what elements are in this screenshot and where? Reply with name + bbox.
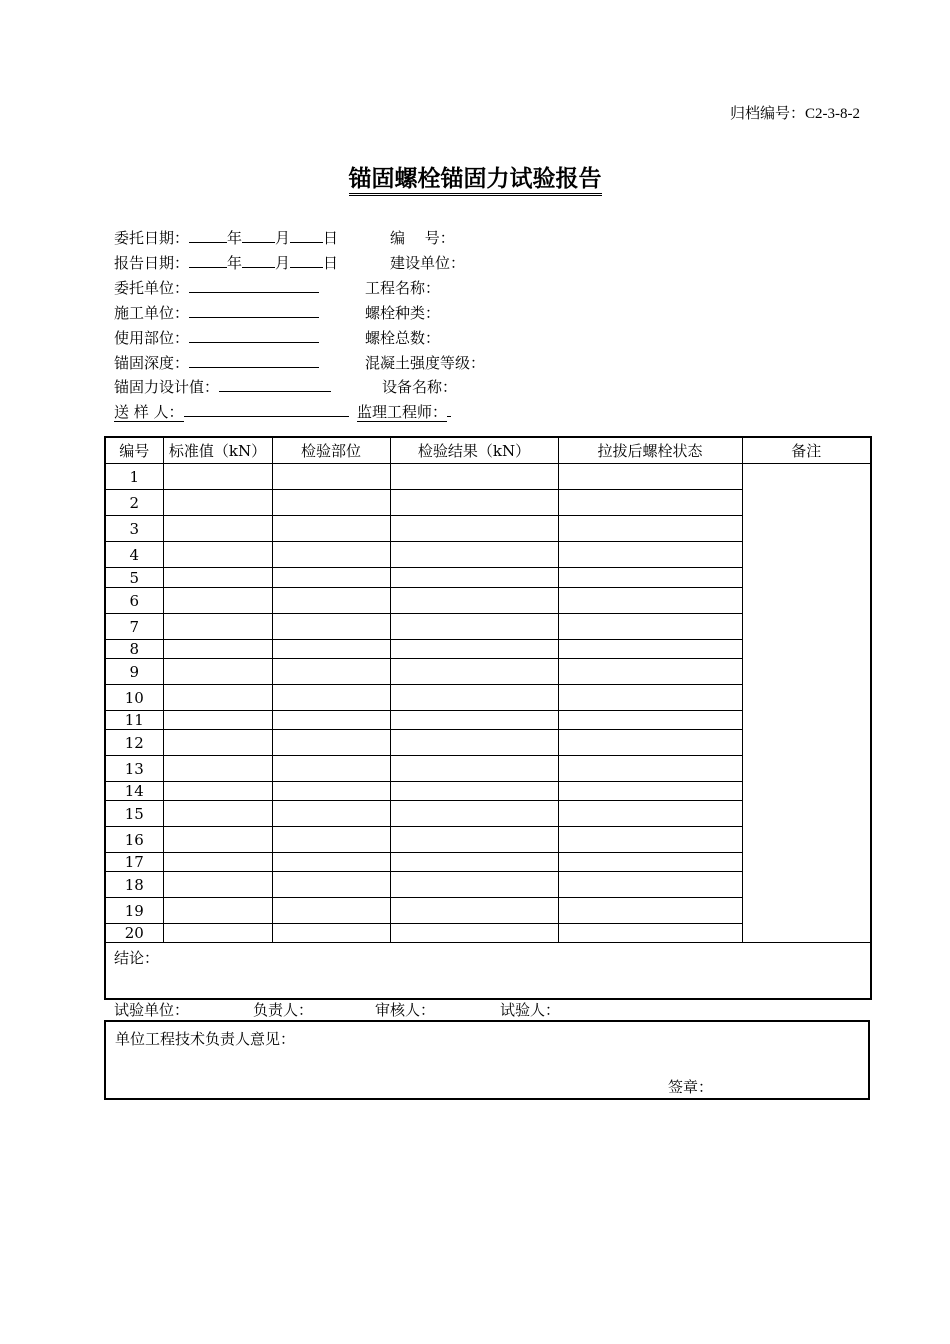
tester-label: 试验人： — [500, 1001, 561, 1019]
row-number: 2 — [105, 490, 163, 516]
test-location-cell[interactable] — [272, 614, 390, 640]
supervisor-field: 监理工程师： — [357, 401, 451, 422]
test-result-cell[interactable] — [390, 853, 558, 872]
test-location-cell[interactable] — [272, 490, 390, 516]
use-location-field: 使用部位： — [114, 327, 319, 348]
row-number: 1 — [105, 464, 163, 490]
bolt-state-cell[interactable] — [558, 782, 742, 801]
test-result-cell[interactable] — [390, 542, 558, 568]
test-result-cell[interactable] — [390, 659, 558, 685]
bolt-type-field: 螺栓种类： — [365, 304, 441, 322]
conclusion-cell[interactable]: 结论： — [105, 943, 871, 1000]
row-number: 18 — [105, 872, 163, 898]
standard-value-cell[interactable] — [163, 898, 272, 924]
test-result-cell[interactable] — [390, 756, 558, 782]
standard-value-cell[interactable] — [163, 516, 272, 542]
test-result-cell[interactable] — [390, 730, 558, 756]
standard-value-cell[interactable] — [163, 640, 272, 659]
standard-value-cell[interactable] — [163, 464, 272, 490]
test-location-cell[interactable] — [272, 872, 390, 898]
row-number: 12 — [105, 730, 163, 756]
anchor-depth-blank[interactable] — [189, 352, 319, 368]
bolt-state-cell[interactable] — [558, 614, 742, 640]
test-result-cell[interactable] — [390, 801, 558, 827]
bolt-state-cell[interactable] — [558, 924, 742, 943]
person-in-charge-label: 负责人： — [253, 1001, 314, 1019]
standard-value-cell[interactable] — [163, 659, 272, 685]
test-result-cell[interactable] — [390, 924, 558, 943]
page-title: 锚固螺栓锚固力试验报告 — [0, 160, 950, 193]
bolt-state-cell[interactable] — [558, 685, 742, 711]
standard-value-cell[interactable] — [163, 853, 272, 872]
bolt-state-cell[interactable] — [558, 516, 742, 542]
bolt-state-cell[interactable] — [558, 730, 742, 756]
anchor-design-field: 锚固力设计值： — [114, 376, 331, 397]
entrust-day-blank[interactable] — [290, 227, 323, 243]
project-name-field: 工程名称： — [365, 279, 441, 297]
test-result-cell[interactable] — [390, 898, 558, 924]
test-location-cell[interactable] — [272, 542, 390, 568]
test-location-cell[interactable] — [272, 685, 390, 711]
test-location-cell[interactable] — [272, 640, 390, 659]
bolt-state-cell[interactable] — [558, 872, 742, 898]
anchor-depth-field: 锚固深度： — [114, 352, 319, 373]
test-result-cell[interactable] — [390, 464, 558, 490]
col-header-remarks: 备注 — [742, 437, 871, 464]
entrust-year-blank[interactable] — [189, 227, 227, 243]
test-result-cell[interactable] — [390, 711, 558, 730]
row-number: 13 — [105, 756, 163, 782]
tech-lead-opinion-box[interactable] — [104, 1020, 870, 1100]
col-header-test-location: 检验部位 — [272, 437, 390, 464]
test-location-cell[interactable] — [272, 464, 390, 490]
sender-field: 送 样 人： — [114, 401, 349, 422]
bolt-state-cell[interactable] — [558, 588, 742, 614]
test-location-cell[interactable] — [272, 730, 390, 756]
bolt-state-cell[interactable] — [558, 542, 742, 568]
test-result-cell[interactable] — [390, 640, 558, 659]
archive-code: C2-3-8-2 — [805, 106, 860, 122]
test-location-cell[interactable] — [272, 711, 390, 730]
test-result-cell[interactable] — [390, 872, 558, 898]
test-result-cell[interactable] — [390, 490, 558, 516]
report-year-blank[interactable] — [189, 252, 227, 268]
test-location-cell[interactable] — [272, 568, 390, 588]
test-location-cell[interactable] — [272, 516, 390, 542]
number-field: 编 号： — [390, 229, 455, 247]
seal-label: 签章： — [668, 1078, 714, 1096]
table-row — [105, 464, 871, 490]
remarks-cell[interactable] — [742, 464, 871, 943]
reviewer-label: 审核人： — [375, 1001, 436, 1019]
bolt-state-cell[interactable] — [558, 640, 742, 659]
test-location-cell[interactable] — [272, 588, 390, 614]
test-result-cell[interactable] — [390, 685, 558, 711]
concrete-grade-field: 混凝土强度等级： — [365, 354, 486, 372]
standard-value-cell[interactable] — [163, 588, 272, 614]
row-number: 6 — [105, 588, 163, 614]
builder-unit-blank[interactable] — [189, 302, 319, 318]
standard-value-cell[interactable] — [163, 827, 272, 853]
bolt-state-cell[interactable] — [558, 801, 742, 827]
bolt-state-cell[interactable] — [558, 568, 742, 588]
test-location-cell[interactable] — [272, 827, 390, 853]
report-day-blank[interactable] — [290, 252, 323, 268]
row-number: 10 — [105, 685, 163, 711]
archive-label: 归档编号： — [729, 104, 805, 122]
entrust-unit-field: 委托单位： — [114, 277, 319, 298]
col-header-test-result: 检验结果（kN） — [390, 437, 558, 464]
use-location-blank[interactable] — [189, 327, 319, 343]
test-result-cell[interactable] — [390, 588, 558, 614]
standard-value-cell[interactable] — [163, 730, 272, 756]
test-unit-label: 试验单位： — [114, 1001, 190, 1019]
test-location-cell[interactable] — [272, 659, 390, 685]
standard-value-cell[interactable] — [163, 782, 272, 801]
standard-value-cell[interactable] — [163, 872, 272, 898]
standard-value-cell[interactable] — [163, 614, 272, 640]
sender-blank[interactable] — [184, 401, 349, 417]
test-location-cell[interactable] — [272, 756, 390, 782]
conclusion-row — [105, 943, 871, 1000]
row-number: 9 — [105, 659, 163, 685]
standard-value-cell[interactable] — [163, 542, 272, 568]
row-number: 16 — [105, 827, 163, 853]
bolt-state-cell[interactable] — [558, 659, 742, 685]
builder-unit-field: 施工单位： — [114, 302, 319, 323]
col-header-standard-value: 标准值（kN） — [163, 437, 272, 464]
row-number: 19 — [105, 898, 163, 924]
table-header-row — [105, 437, 871, 464]
bolt-state-cell[interactable] — [558, 898, 742, 924]
standard-value-cell[interactable] — [163, 924, 272, 943]
report-month-blank[interactable] — [242, 252, 275, 268]
col-header-number: 编号 — [105, 437, 163, 464]
standard-value-cell[interactable] — [163, 801, 272, 827]
test-result-cell[interactable] — [390, 782, 558, 801]
test-result-cell[interactable] — [390, 516, 558, 542]
test-location-cell[interactable] — [272, 924, 390, 943]
opinion-label: 单位工程技术负责人意见： — [115, 1030, 296, 1048]
entrust-month-blank[interactable] — [242, 227, 275, 243]
anchor-design-blank[interactable] — [219, 376, 331, 392]
construction-unit-field: 建设单位： — [390, 254, 466, 272]
test-result-cell[interactable] — [390, 614, 558, 640]
bolt-state-cell[interactable] — [558, 711, 742, 730]
row-number: 20 — [105, 924, 163, 943]
test-result-cell[interactable] — [390, 827, 558, 853]
equipment-name-field: 设备名称： — [382, 378, 458, 396]
standard-value-cell[interactable] — [163, 711, 272, 730]
col-header-bolt-state: 拉拔后螺栓状态 — [558, 437, 742, 464]
bolt-state-cell[interactable] — [558, 827, 742, 853]
standard-value-cell[interactable] — [163, 685, 272, 711]
archive-number — [730, 102, 860, 123]
test-location-cell[interactable] — [272, 898, 390, 924]
bolt-state-cell[interactable] — [558, 464, 742, 490]
test-result-cell[interactable] — [390, 568, 558, 588]
test-location-cell[interactable] — [272, 853, 390, 872]
test-location-cell[interactable] — [272, 782, 390, 801]
row-number: 7 — [105, 614, 163, 640]
row-number: 3 — [105, 516, 163, 542]
row-number: 15 — [105, 801, 163, 827]
row-number: 8 — [105, 640, 163, 659]
row-number: 4 — [105, 542, 163, 568]
report-date-field: 报告日期： 年 月 日 — [114, 254, 339, 272]
test-location-cell[interactable] — [272, 801, 390, 827]
standard-value-cell[interactable] — [163, 490, 272, 516]
row-number: 14 — [105, 782, 163, 801]
row-number: 5 — [105, 568, 163, 588]
test-results-table — [104, 436, 872, 1000]
standard-value-cell[interactable] — [163, 756, 272, 782]
bolt-state-cell[interactable] — [558, 490, 742, 516]
bolt-total-field: 螺栓总数： — [365, 329, 441, 347]
entrust-date-field: 委托日期： 年 月 日 — [114, 229, 339, 247]
bolt-state-cell[interactable] — [558, 853, 742, 872]
row-number: 11 — [105, 711, 163, 730]
standard-value-cell[interactable] — [163, 568, 272, 588]
entrust-unit-blank[interactable] — [189, 277, 319, 293]
row-number: 17 — [105, 853, 163, 872]
bolt-state-cell[interactable] — [558, 756, 742, 782]
